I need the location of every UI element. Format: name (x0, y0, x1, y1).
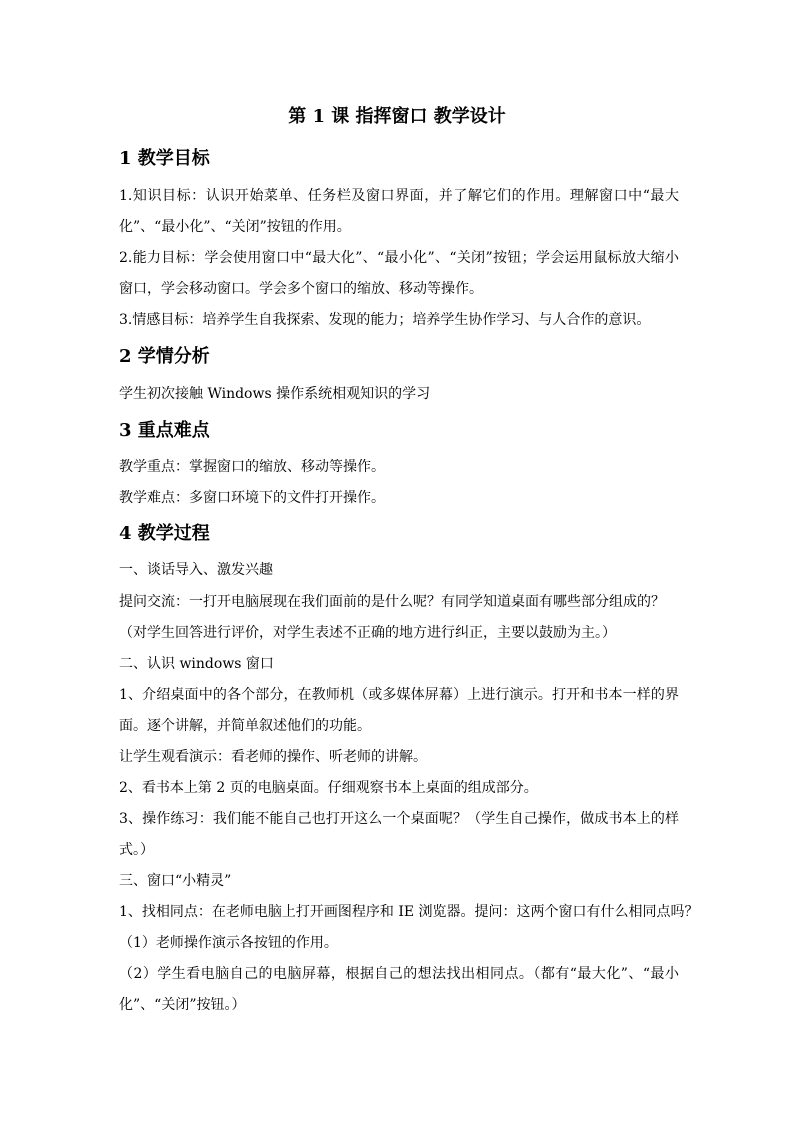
paragraph-difficult-point: 教学难点：多窗口环境下的文件打开操作。 (119, 490, 385, 506)
paragraph-knowledge-goal: 1.知识目标：认识开始菜单、任务栏及窗口界面，并了解它们的作用。理解窗口中“最大化”、“最小化”、“关闭”按钮的作用。 (119, 188, 679, 235)
section-heading-analysis: 2 学情分析 (119, 346, 210, 367)
paragraph-introduce-desktop: 1、介绍桌面中的各个部分，在教师机（或多媒体屏幕）上进行演示。打开和书本一样的界面。逐个讲解，并简单叙述他们的功能。 (119, 687, 679, 734)
paragraph-book-desktop: 2、看书本上第 2 页的电脑桌面。仔细观察书本上桌面的组成部分。 (119, 780, 538, 796)
paragraph-step-one-heading: 一、谈话导入、激发兴趣 (119, 562, 273, 578)
paragraph-step-three-heading: 三、窗口“小精灵” (119, 873, 232, 889)
paragraph-question-exchange: 提问交流：一打开电脑展现在我们面前的是什么呢？有同学知道桌面有哪些部分组成的？ (119, 594, 665, 610)
section-heading-process: 4 教学过程 (119, 523, 210, 544)
paragraph-students-observe: （2）学生看电脑自己的电脑屏幕，根据自己的想法找出相同点。（都有“最大化”、“最小化”、“关闭”按钮。） (119, 966, 679, 1013)
document-title: 第 1 课 指挥窗口 教学设计 (288, 106, 506, 127)
paragraph-teacher-demo: （1）老师操作演示各按钮的作用。 (119, 935, 338, 951)
paragraph-evaluation-note: （对学生回答进行评价，对学生表述不正确的地方进行纠正，主要以鼓励为主。） (119, 625, 616, 641)
paragraph-step-two-heading: 二、认识 windows 窗口 (119, 656, 274, 672)
paragraph-emotion-goal: 3.情感目标：培养学生自我探索、发现的能力；培养学生协作学习、与人合作的意识。 (119, 312, 651, 328)
section-heading-objectives: 1 教学目标 (119, 148, 210, 169)
section-heading-key-points: 3 重点难点 (119, 420, 210, 441)
paragraph-watch-demo: 让学生观看演示：看老师的操作、听老师的讲解。 (119, 749, 427, 765)
paragraph-key-point: 教学重点：掌握窗口的缩放、移动等操作。 (119, 459, 385, 475)
paragraph-ability-goal: 2.能力目标：学会使用窗口中“最大化”、“最小化”、“关闭”按钮；学会运用鼠标放大缩小窗口，学会移动窗口。学会多个窗口的缩放、移动等操作。 (119, 250, 679, 297)
paragraph-practice: 3、操作练习：我们能不能自己也打开这么一个桌面呢？（学生自己操作，做成书本上的样式。） (119, 811, 679, 858)
paragraph-find-similarities: 1、找相同点：在老师电脑上打开画图程序和 IE 浏览器。提问：这两个窗口有什么相同点吗？ (119, 904, 699, 920)
paragraph-student-analysis: 学生初次接触 Windows 操作系统相观知识的学习 (119, 386, 431, 402)
